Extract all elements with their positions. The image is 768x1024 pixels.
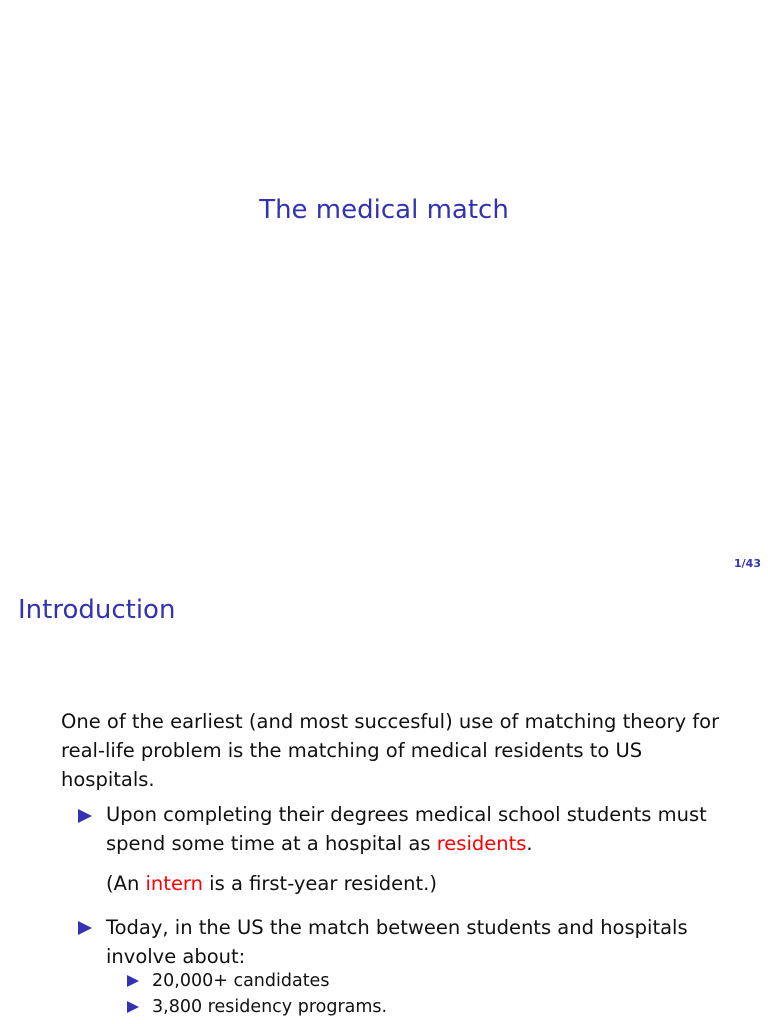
bullet-residents xyxy=(106,800,716,858)
frame-title: Introduction xyxy=(18,595,176,625)
triangle-bullet-icon xyxy=(78,809,92,823)
bullet-residents-text: Upon completing their degrees medical school students must spend some time at a hospital as xyxy=(106,803,707,855)
residents-highlight: residents xyxy=(436,832,527,855)
subbullet-candidates: 20,000+ candidates xyxy=(152,971,330,991)
bullet-residents-end: . xyxy=(526,832,533,855)
bullet-today: Today, in the US the match between students and hospitals involve about: xyxy=(106,916,688,968)
triangle-bullet-icon xyxy=(127,1001,139,1013)
page-number: 1/43 xyxy=(734,557,761,570)
presentation-title: The medical match xyxy=(259,195,509,225)
introduction-slide xyxy=(0,576,768,1024)
subbullet-programs: 3,800 residency programs. xyxy=(152,997,388,1017)
intern-note-start: (An xyxy=(106,872,146,895)
intro-paragraph: One of the earliest (and most succesful) use of matching theory for real-life problem is the matching of medical residents to US hospitals. xyxy=(61,710,720,791)
triangle-bullet-icon xyxy=(78,921,92,935)
intern-note xyxy=(106,869,716,898)
triangle-bullet-icon xyxy=(127,975,139,987)
intern-note-end: is a first-year resident.) xyxy=(202,872,437,895)
intern-highlight: intern xyxy=(145,872,203,895)
